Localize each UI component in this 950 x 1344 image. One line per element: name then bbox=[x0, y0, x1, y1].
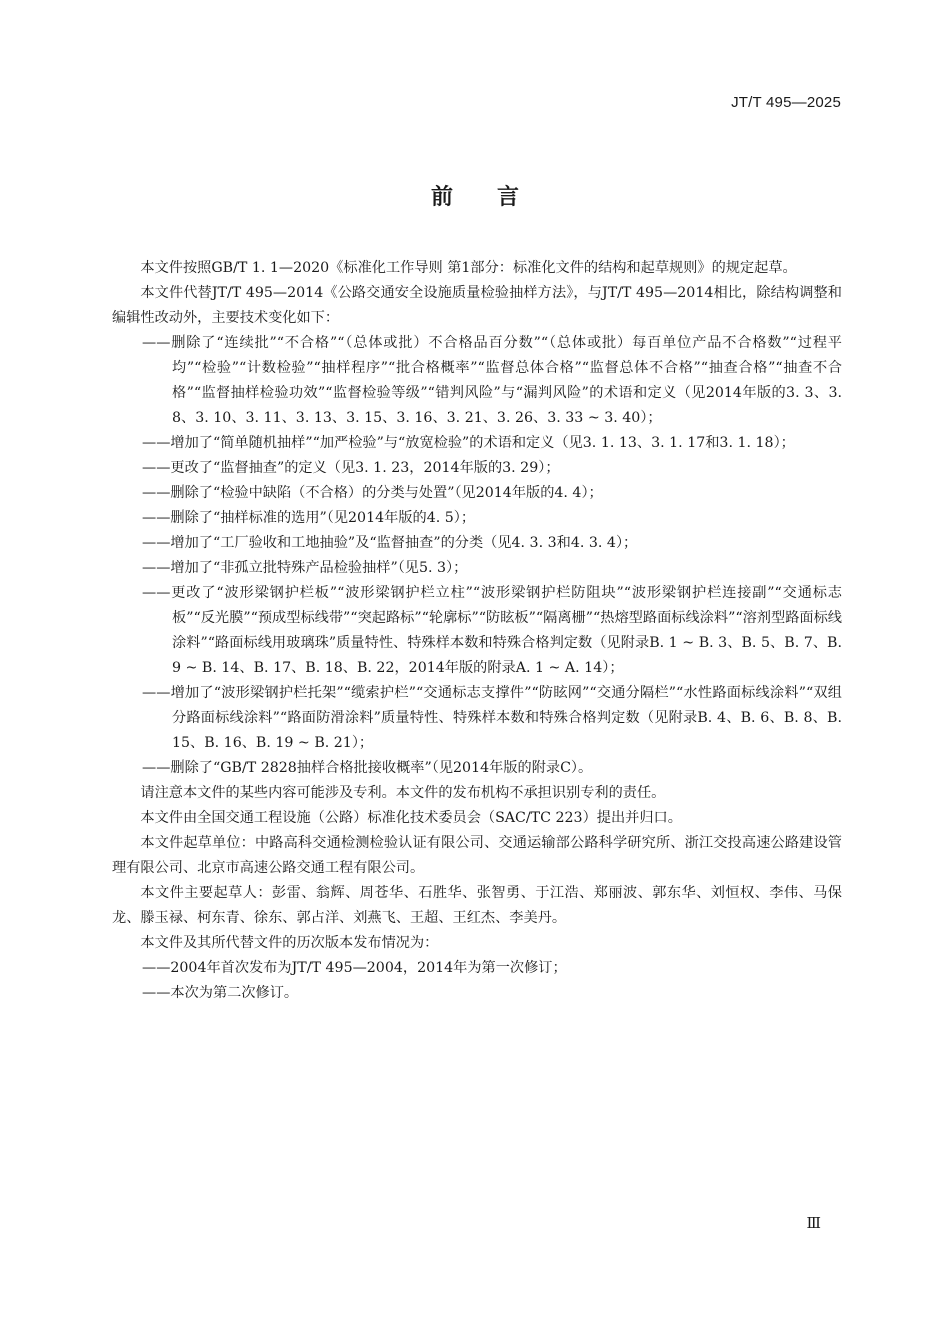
history-item: ——本次为第二次修订。 bbox=[142, 985, 299, 1001]
change-item: ——增加了“工厂验收和工地抽验”及“监督抽查”的分类（见4. 3. 3和4. 3. 4）； bbox=[142, 535, 638, 551]
proposer-statement: 本文件由全国交通工程设施（公路）标准化技术委员会（SAC/TC 223）提出并归口。 bbox=[140, 810, 682, 826]
page-title: 前言 bbox=[430, 185, 563, 210]
history-item: ——2004年首次发布为JT/T 495—2004，2014年为第一次修订； bbox=[142, 960, 567, 976]
change-item: ——删除了“抽样标准的选用”（见2014年版的4. 5）； bbox=[142, 510, 476, 526]
paragraph-replacement: 本文件代替JT/T 495—2014《公路交通安全设施质量检验抽样方法》，与JT/T 495—2014相比，除结构调整和编辑性改动外，主要技术变化如下： bbox=[112, 285, 842, 326]
change-item: ——删除了“连续批”“不合格”“（总体或批）不合格品百分数”“（总体或批）每百单位产品不合格数”“过程平均”“检验”“计数检验”“抽样程序”“批合格概率”“监督总体合格”“监督总体不合格”“抽查合格”“抽查不合格”“监督抽样检验功效”“监督检验等级”“错判风险”与“漏判风险”的术语和定义（见2014年版的3. 3、3. 8、3. 10、3. 11、3. 13、3. 15、3. 16、3. 21、3. 26、3. 33 ~ 3. 40）； bbox=[142, 335, 842, 426]
change-item: ——更改了“监督抽查”的定义（见3. 1. 23，2014年版的3. 29）； bbox=[142, 460, 560, 476]
patent-notice: 请注意本文件的某些内容可能涉及专利。本文件的发布机构不承担识别专利的责任。 bbox=[140, 785, 666, 801]
foreword-body bbox=[112, 256, 842, 1006]
change-item: ——增加了“非孤立批特殊产品检验抽样”（见5. 3）； bbox=[142, 560, 468, 576]
page-number: Ⅲ bbox=[806, 1214, 821, 1232]
history-intro: 本文件及其所代替文件的历次版本发布情况为： bbox=[140, 935, 439, 951]
change-item: ——删除了“检验中缺陷（不合格）的分类与处置”（见2014年版的4. 4）； bbox=[142, 485, 603, 501]
change-item: ——更改了“波形梁钢护栏板”“波形梁钢护栏立柱”“波形梁钢护栏防阻块”“波形梁钢护栏连接副”“交通标志板”“反光膜”“预成型标线带”“突起路标”“轮廓标”“防眩板”“隔离栅”“热熔型路面标线涂料”“溶剂型路面标线涂料”“路面标线用玻璃珠”质量特性、特殊样本数和特殊合格判定数（见附录B. 1 ~ B. 3、B. 5、B. 7、B. 9 ~ B. 14、B. 17、B. 18、B. 22，2014年版的附录A. 1 ~ A. 14）； bbox=[142, 585, 842, 676]
change-item: ——删除了“GB/T 2828抽样合格批接收概率”（见2014年版的附录C）。 bbox=[142, 760, 593, 776]
drafting-units: 本文件起草单位：中路高科交通检测检验认证有限公司、交通运输部公路科学研究所、浙江交投高速公路建设管理有限公司、北京市高速公路交通工程有限公司。 bbox=[112, 835, 842, 876]
document-code: JT/T 495—2025 bbox=[731, 94, 841, 111]
paragraph-drafting-rules: 本文件按照GB/T 1. 1—2020《标准化工作导则 第1部分：标准化文件的结构和起草规则》的规定起草。 bbox=[140, 260, 797, 276]
change-item: ——增加了“简单随机抽样”“加严检验”与“放宽检验”的术语和定义（见3. 1. 13、3. 1. 17和3. 1. 18）； bbox=[142, 435, 795, 451]
main-drafters: 本文件主要起草人：彭雷、翁辉、周苍华、石胜华、张智勇、于江浩、郑丽波、郭东华、刘恒权、李伟、马保龙、滕玉禄、柯东青、徐东、郭占洋、刘燕飞、王超、王红杰、李美丹。 bbox=[112, 885, 842, 926]
change-item: ——增加了“波形梁钢护栏托架”“缆索护栏”“交通标志支撑件”“防眩网”“交通分隔栏”“水性路面标线涂料”“双组分路面标线涂料”“路面防滑涂料”质量特性、特殊样本数和特殊合格判定数（见附录B. 4、B. 6、B. 8、B. 15、B. 16、B. 19 ~ B. 21）； bbox=[142, 685, 842, 751]
